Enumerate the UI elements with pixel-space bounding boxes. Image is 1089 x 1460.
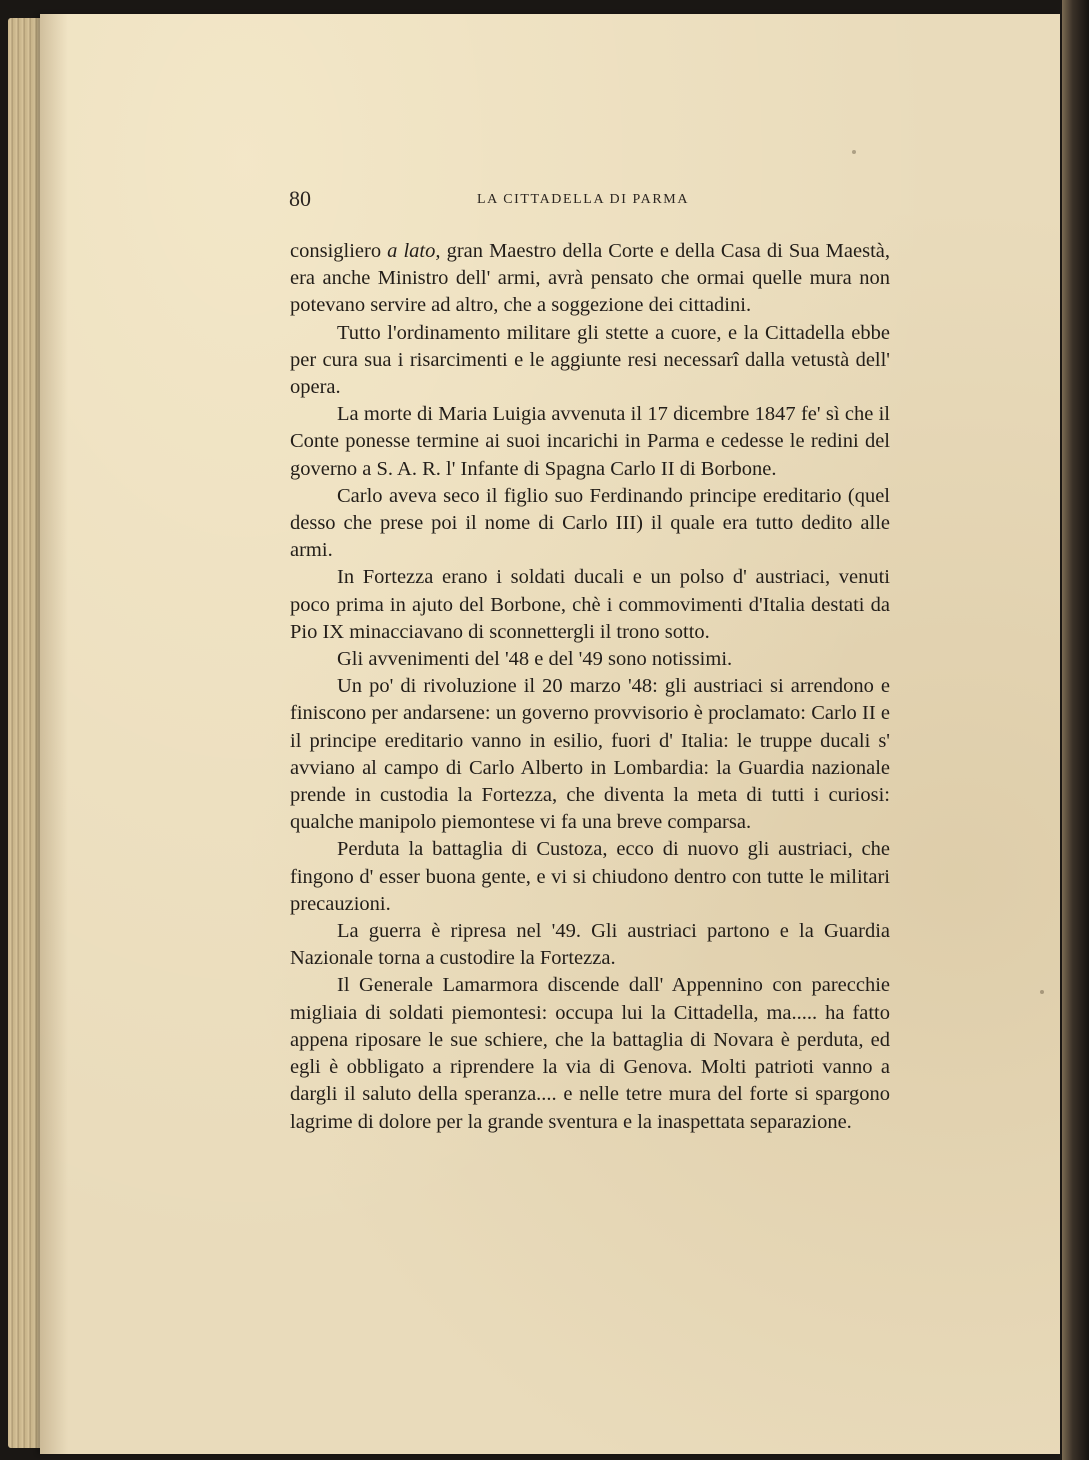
page-number: 80 (289, 186, 311, 211)
paragraph: Un po' di rivoluzione il 20 marzo '48: gli austriaci si arrendono e finiscono per andarsene: un governo provvisorio è proclamato: Carlo II e il principe ereditario vanno in esilio, fuori d' Italia: le truppe ducali s' avviano al campo di Carlo Alberto in Lombardia: la Guardia nazionale prende in custodia la Fortezza, che diventa la meta di tutti i curiosi: qualche manipolo piemontese vi fa una breve comparsa. (290, 675, 890, 834)
paper-speck (1040, 990, 1044, 994)
paragraph: In Fortezza erano i soldati ducali e un polso d' austriaci, venuti poco prima in ajuto del Borbone, chè i commovimenti d'Italia destati da Pio IX minacciavano di sconnettergli il trono sotto. (290, 566, 890, 643)
paragraph: Perduta la battaglia di Custoza, ecco di nuovo gli austriaci, che fingono d' esser buona gente, e vi si chiudono dentro con tutte le militari precauzioni. (290, 838, 890, 915)
opening-rest: gran Maestro della Corte e della Casa di Sua Maestà, era anche Ministro dell' armi, avrà pensato che ormai quelle mura non potevano servire ad altro, che a soggezione dei cittadini. (290, 240, 890, 317)
opening-lead: consigliero (290, 240, 388, 262)
body-text (290, 238, 890, 1136)
paragraph-opening (290, 238, 890, 320)
paper-speck (852, 150, 856, 154)
running-head (289, 186, 709, 212)
opening-italic: a lato, (387, 240, 441, 262)
paragraph: Gli avvenimenti del '48 e del '49 sono notissimi. (337, 648, 733, 671)
running-title: LA CITTADELLA DI PARMA (477, 192, 690, 207)
binding-gutter (1062, 0, 1089, 1460)
paragraph: La guerra è ripresa nel '49. Gli austriaci partono e la Guardia Nazionale torna a custodire la Fortezza. (290, 920, 890, 970)
paragraph: La morte di Maria Luigia avvenuta il 17 dicembre 1847 fe' sì che il Conte ponesse termine ai suoi incarichi in Parma e cedesse le redini del governo a S. A. R. l' Infante di Spagna Carlo II di Borbone. (290, 403, 890, 480)
paragraph: Il Generale Lamarmora discende dall' Appennino con parecchie migliaia di soldati piemontesi: occupa lui la Cittadella, ma..... ha fatto appena riposare le sue schiere, che la battaglia di Novara è perduta, ed egli è obbligato a riprendere la via di Genova. Molti patrioti vanno a dargli il saluto della speranza.... e nelle tetre mura del forte si spargono lagrime di dolore per la grande sventura e la inaspettata separazione. (290, 974, 890, 1133)
paragraph: Carlo aveva seco il figlio suo Ferdinando principe ereditario (quel desso che prese poi il nome di Carlo III) il quale era tutto dedito alle armi. (290, 484, 890, 562)
paragraph: Tutto l'ordinamento militare gli stette a cuore, e la Cittadella ebbe per cura sua i risarcimenti e le aggiunte resi necessarî dalla vetustà dell' opera. (290, 321, 890, 399)
